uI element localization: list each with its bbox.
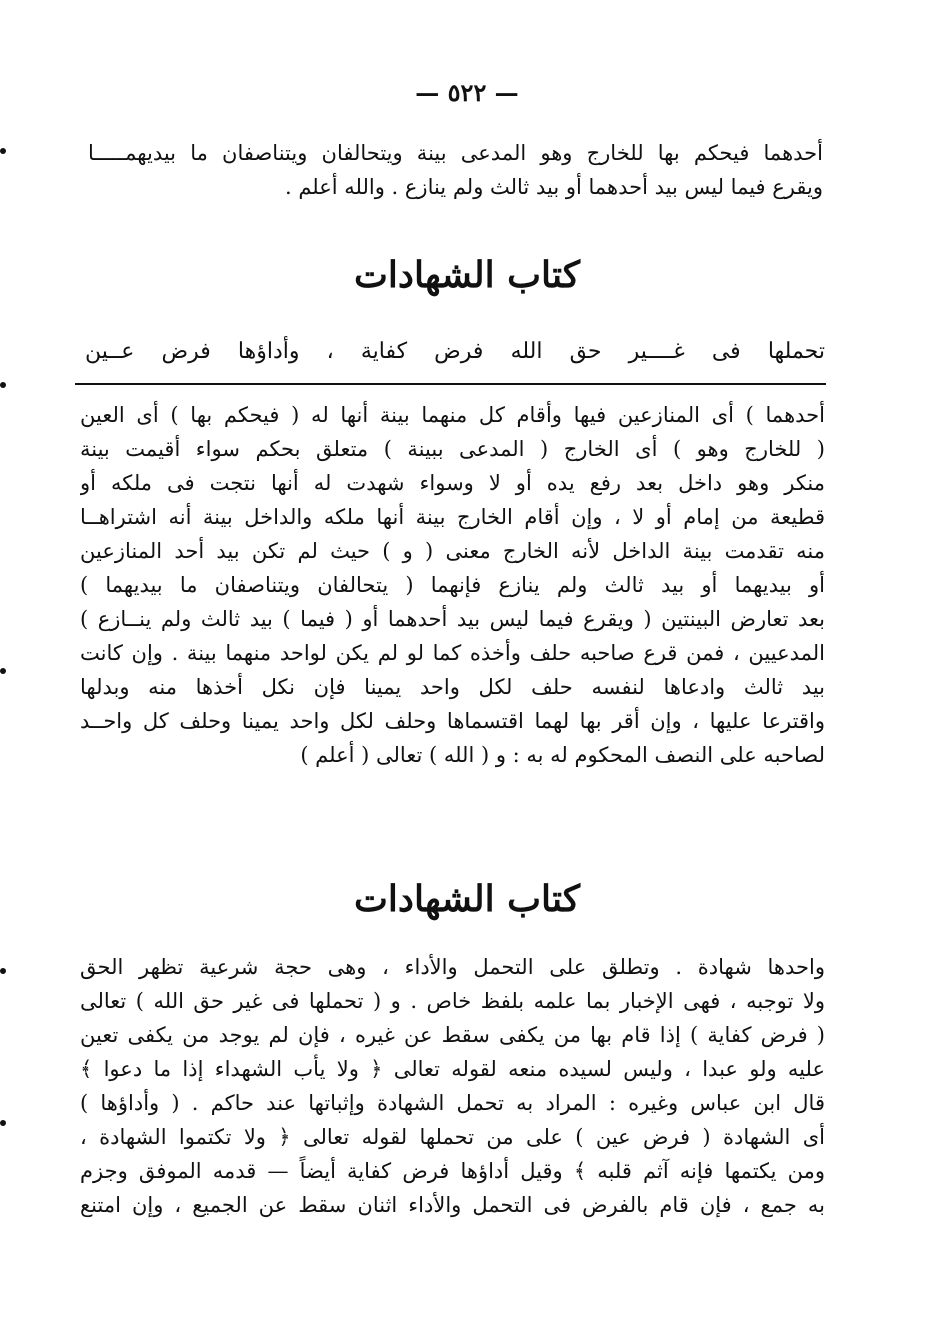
text-line: ( فرض كفاية ) إذا قام بها من يكفى سقط عن غيره ، فإن لم يوجد من يكفى تعين (80, 1023, 825, 1047)
text-line: ( للخارج وهو ) أى الخارج ( المدعى ببينة ) متعلق بحكم سواء أقيمت بينة (80, 437, 825, 461)
text-line: بيد ثالث وادعاها لنفسه حلف لكل واحد يمينا فإن نكل أخذها منه وبدلها (80, 675, 825, 699)
margin-mark (0, 668, 6, 674)
chapter-heading: كتاب الشهادات (354, 254, 580, 296)
text-line: واحدها شهادة . وتطلق على التحمل والأداء ، وهى حجة شرعية تظهر الحق (80, 955, 825, 979)
text-line: عليه ولو عبدا ، وليس لسيده منعه لقوله تعالى ﴿ ولا يأب الشهداء إذا ما دعوا ﴾ (80, 1057, 825, 1081)
text-line: أحدهما ) أى المنازعين فيها وأقام كل منهما بينة أنها له ( فيحكم بها ) أى العين (80, 403, 825, 427)
separator-rule (75, 383, 826, 385)
page-number: — ٥٢٢ — (415, 78, 519, 107)
commentary-block (80, 950, 825, 1222)
commentary-block (80, 398, 825, 772)
margin-mark (0, 968, 6, 974)
text-line: منكر وهو داخل بعد رفع يده أو لا وسواء شهدت له أنها نتجت فى ملكه أو (80, 471, 825, 495)
text-line: ولا توجبه ، فهى الإخبار بما علمه بلفظ خاص . و ( تحملها فى غير حق الله ) تعالى (80, 989, 825, 1013)
text-line: أو بيديهما أو بيد ثالث ولم ينازع فإنهما ( يتحالفان ويتناصفان ما بيديهما ) (80, 573, 825, 597)
text-line: ويقرع فيما ليس بيد أحدهما أو بيد ثالث ولم ينازع . والله أعلم . (284, 175, 823, 199)
matn-text: تحملها فى غــــير حق الله فرض كفاية ، وأداؤها فرض عــين (85, 339, 825, 364)
text-line: ومن يكتمها فإنه آثم قلبه ﴾ وقيل أداؤها فرض كفاية أيضاً — قدمه الموفق وجزم (80, 1159, 825, 1183)
text-line: قال ابن عباس وغيره : المراد به تحمل الشهادة وإثباتها عند حاكم . ( وأداؤها ) (80, 1091, 825, 1115)
margin-mark (0, 148, 6, 154)
text-line: واقترعا عليها ، وإن أقر بها لهما اقتسماها وحلف لكل واحد يمينا وحلف كل واحــد (80, 709, 825, 733)
text-line: لصاحبه على النصف المحكوم له به : و ( الله ) تعالى ( أعلم ) (300, 743, 825, 767)
margin-mark (0, 1120, 6, 1126)
text-line: أى الشهادة ( فرض عين ) على من تحملها لقوله تعالى ﴿ ولا تكتموا الشهادة ، (80, 1125, 825, 1149)
margin-mark (0, 382, 6, 388)
text-line: أحدهما فيحكم بها للخارج وهو المدعى بينة ويتحالفان ويتناصفان ما بيديهمـــــا (88, 141, 823, 165)
text-line: به جمع ، فإن قام بالفرض فى التحمل والأداء اثنان سقط عن الجميع ، وإن امتنع (80, 1193, 825, 1217)
text-line: منه تقدمت بينة الداخل لأنه الخارج معنى ( و ) حيث لم تكن بيد أحد المنازعين (80, 539, 825, 563)
text-line: المدعيين ، فمن قرع صاحبه حلف وأخذه كما لو لم يكن لواحد منهما بينة . وإن كانت (80, 641, 825, 665)
chapter-heading: كتاب الشهادات (354, 878, 580, 920)
text-line: قطيعة من إمام أو لا ، وإن أقام الخارج بينة أنها ملكه والداخل بينة أنه اشتراهــا (80, 505, 825, 529)
text-line: بعد تعارض البينتين ( ويقرع فيما ليس بيد أحدهما أو ( فيما ) بيد ثالث ولم ينــازع ) (80, 607, 825, 631)
top-paragraph (88, 136, 823, 204)
